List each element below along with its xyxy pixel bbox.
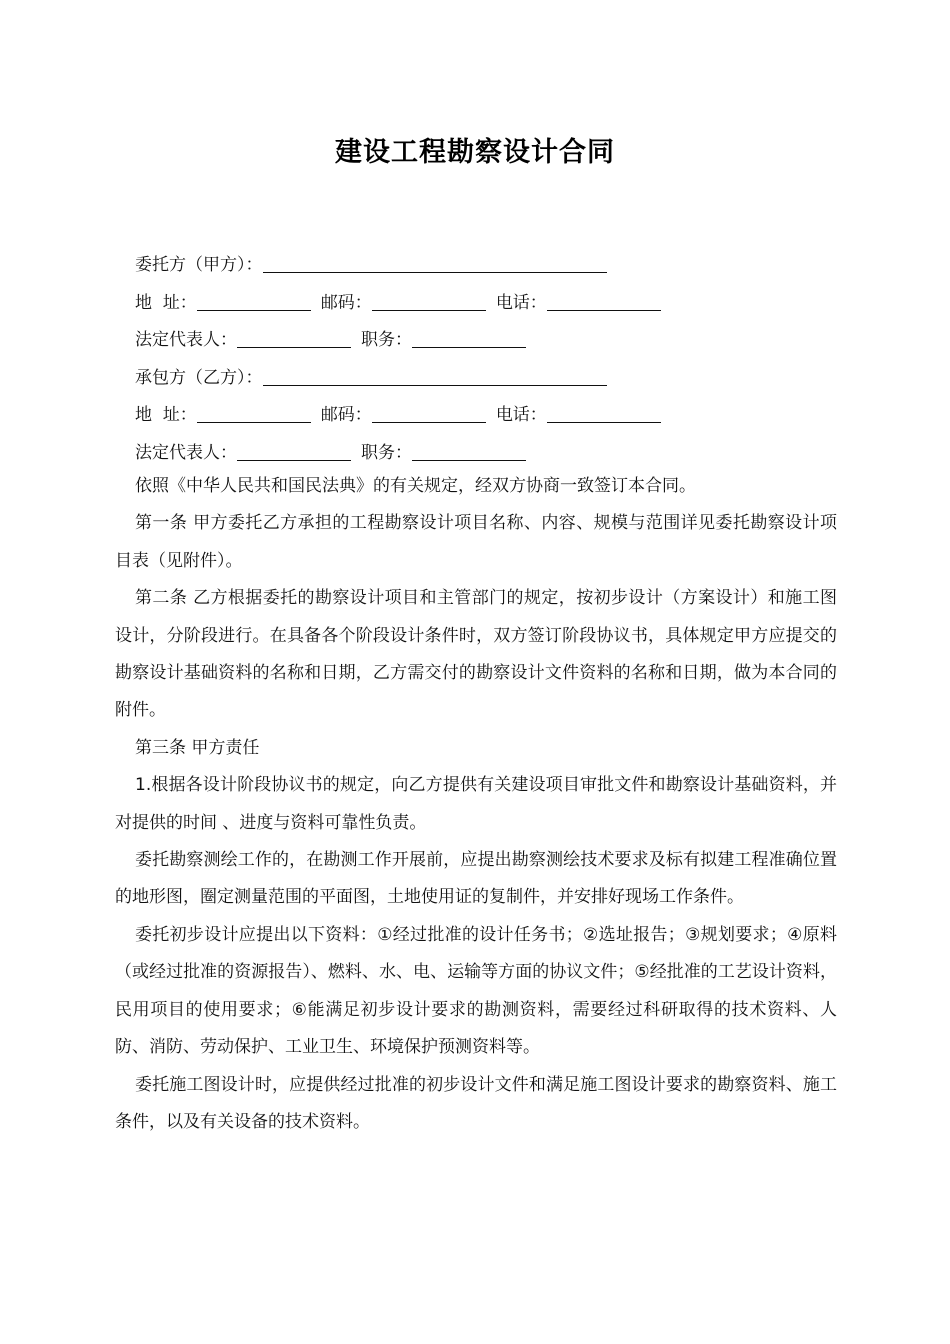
postcode-label: 邮码： xyxy=(320,292,372,313)
position-label: 职务： xyxy=(361,442,412,463)
contract-body xyxy=(115,468,837,1141)
paragraph-article-2: 第二条 乙方根据委托的勘察设计项目和主管部门的规定，按初步设计（方案设计）和施工图设计，分阶段进行。在具备各个阶段设计条件时，双方签订阶段协议书，具体规定甲方应提交的勘察设计基础资料的名称和日期，乙方需交付的勘察设计文件资料的名称和日期，做为本合同的附件。 xyxy=(115,588,837,721)
position-label: 职务： xyxy=(361,330,412,350)
client-address-line xyxy=(135,285,835,323)
party-info-block xyxy=(135,247,835,472)
contractor-phone-blank[interactable] xyxy=(547,402,661,423)
paragraph-construction-drawing: 委托施工图设计时，应提供经过批准的初步设计文件和满足施工图设计要求的勘察资料、施工条件，以及有关设备的技术资料。 xyxy=(115,1074,837,1132)
client-postcode-blank[interactable] xyxy=(372,290,486,311)
client-rep-line xyxy=(135,322,835,360)
contractor-rep-line xyxy=(135,435,835,473)
phone-label: 电话： xyxy=(495,292,547,313)
contractor-address-blank[interactable] xyxy=(197,402,311,423)
client-address-blank[interactable] xyxy=(197,290,311,311)
legal-rep-label: 法定代表人： xyxy=(135,442,237,463)
client-rep-blank[interactable] xyxy=(237,327,351,348)
contractor-line xyxy=(135,360,835,398)
client-phone-blank[interactable] xyxy=(547,290,661,311)
legal-rep-label: 法定代表人： xyxy=(135,330,237,350)
paragraph-preliminary-design: 委托初步设计应提出以下资料：①经过批准的设计任务书；②选址报告；③规划要求；④原料（或经过批准的资源报告）、燃料、水、电、运输等方面的协议文件；⑤经批准的工艺设计资料，民用项目的使用要求；⑥能满足初步设计要求的勘测资料，需要经过科研取得的技术资料、人防、消防、劳动保护、工业卫生、环境保护预测资料等。 xyxy=(115,924,837,1058)
paragraph-article-1: 第一条 甲方委托乙方承担的工程勘察设计项目名称、内容、规模与范围详见委托勘察设计项目表（见附件）。 xyxy=(115,513,837,571)
phone-label: 电话： xyxy=(495,405,547,425)
contractor-postcode-blank[interactable] xyxy=(372,402,486,423)
paragraph-article-3-heading: 第三条 甲方责任 xyxy=(135,737,260,758)
postcode-label: 邮码： xyxy=(320,405,372,425)
address-label: 地 址： xyxy=(135,292,197,313)
client-line xyxy=(135,247,835,285)
contractor-rep-blank[interactable] xyxy=(237,440,351,461)
client-label: 委托方（甲方）： xyxy=(135,255,263,275)
contractor-label: 承包方（乙方）： xyxy=(135,367,263,388)
contractor-address-line xyxy=(135,397,835,435)
contractor-position-blank[interactable] xyxy=(412,440,526,461)
address-label: 地 址： xyxy=(135,405,197,425)
paragraph-article-3-item-1: 1.根据各设计阶段协议书的规定，向乙方提供有关建设项目审批文件和勘察设计基础资料，并对提供的时间 、进度与资料可靠性负责。 xyxy=(115,775,837,833)
paragraph-basis: 依照《中华人民共和国民法典》的有关规定，经双方协商一致签订本合同。 xyxy=(135,476,696,496)
document-title: 建设工程勘察设计合同 xyxy=(335,137,615,168)
client-position-blank[interactable] xyxy=(412,327,526,348)
client-name-blank[interactable] xyxy=(263,252,607,273)
contractor-name-blank[interactable] xyxy=(263,365,607,386)
paragraph-survey-requirements: 委托勘察测绘工作的，在勘测工作开展前，应提出勘察测绘技术要求及标有拟建工程准确位置的地形图，圈定测量范围的平面图，土地使用证的复制件，并安排好现场工作条件。 xyxy=(115,850,837,908)
